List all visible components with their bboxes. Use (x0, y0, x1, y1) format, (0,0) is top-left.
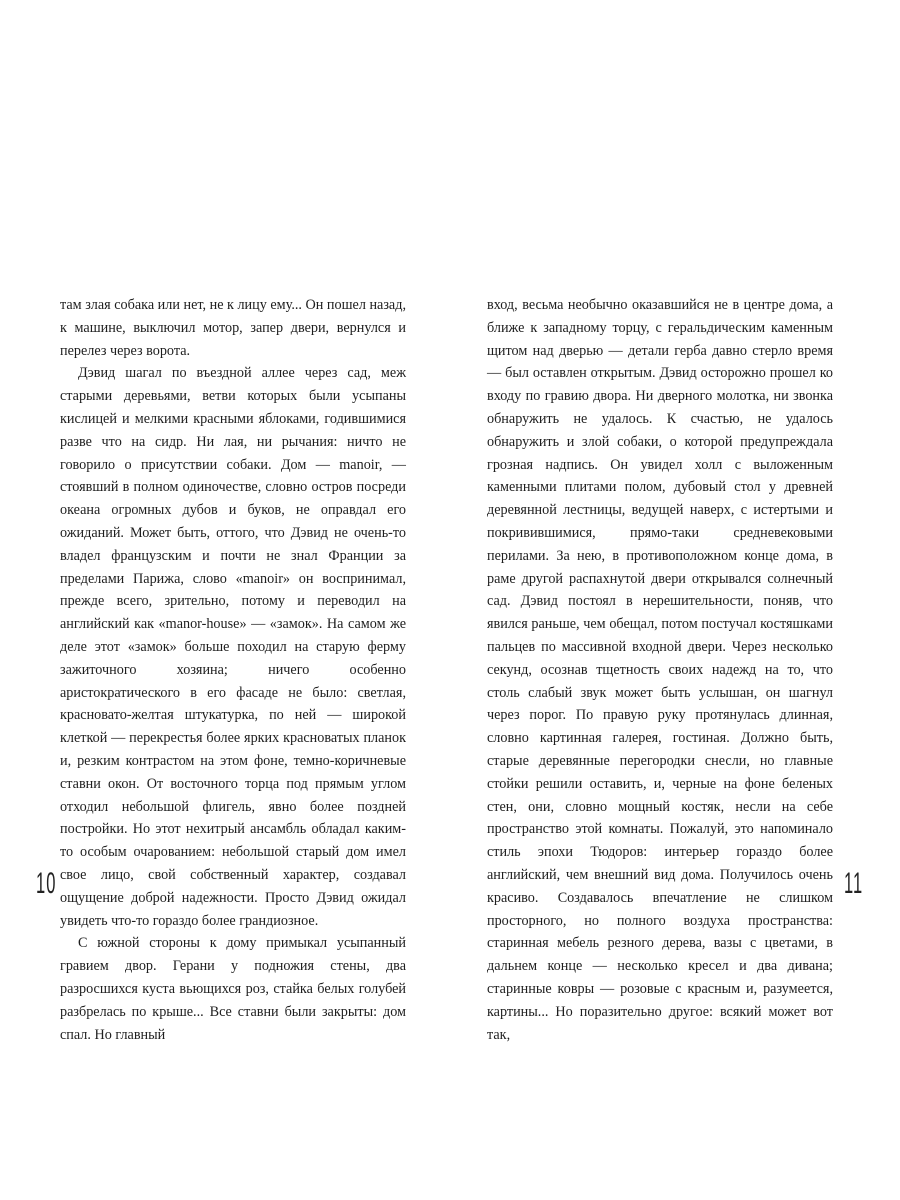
paragraph: вход, весьма необычно оказавшийся не в центре дома, а ближе к западному торцу, с геральдическим каменным щитом над дверью — детали герба давно стерло время — был оставлен открытым. Дэвид осторожно прошел ко входу по гравию двора. Ни дверного молотка, ни звонка обнаружить не удалось. К счастью, не удалось обнаружить и злой собаки, о которой предупреждала грозная надпись. Он увидел холл с выложенным каменными плитами полом, дубовый стол у древней деревянной лестницы, ведущей наверх, с истертыми и покривившимися, прямо-таки средневековыми перилами. За нею, в противоположном конце дома, в раме другой распахнутой двери открывался солнечный сад. Дэвид постоял в нерешительности, поняв, что явился раньше, чем обещал, потом постучал костяшками пальцев по массивной входной двери. Через несколько секунд, осознав тщетность своих надежд на то, что столь слабый звук может быть услышан, он шагнул через порог. По правую руку протянулась длинная, словно картинная галерея, гостиная. Должно быть, старые деревянные перегородки снесли, но главные стойки решили оставить, и, черные на фоне беленых стен, они, словно мощный костяк, несли на себе пространство этой комнаты. Пожалуй, это напоминало стиль эпохи Тюдоров: интерьер гораздо более английский, чем внешний вид дома. Получилось очень красиво. Создавалось впечатление не слишком просторного, но полного воздуха пространства: старинная мебель резного дерева, вазы с цветами, в дальнем конце — несколько кресел и два дивана; старинные ковры — розовые с красным и, разумеется, картины... Но поразительно другое: всякий может вот так, (487, 297, 833, 1043)
paragraph: С южной стороны к дому примыкал усыпанный гравием двор. Герани у подножия стены, два разросшихся куста вьющихся роз, стайка белых голубей разбрелась по крыше... Все ставни были закрыты: дом спал. Но главный (60, 935, 406, 1043)
paragraph: Дэвид шагал по въездной аллее через сад, меж старыми деревьями, ветви которых были усыпаны кислицей и мелкими красными яблоками, годившимися разве что на сидр. Ни лая, ни рычания: ничто не говорило о присутствии собаки. Дом — manoir, — стоявший в полном одиночестве, словно остров посреди океана огромных дубов и буков, не оправдал его ожиданий. Может быть, оттого, что Дэвид не очень-то владел французским и почти не знал Франции за пределами Парижа, слово «manoir» он воспринимал, прежде всего, зрительно, потому и переводил на английский как «manor-house» — «замок». На самом же деле этот «замок» больше походил на старую ферму зажиточного хозяина; ничего особенно аристократического в его фасаде не было: светлая, красновато-желтая штукатурка, по ней — широкой клеткой — перекрестья более ярких красноватых планок и, резким контрастом на этом фоне, темно-коричневые ставни окон. От восточного торца под прямым углом отходил небольшой флигель, явно более поздней постройки. Но этот нехитрый ансамбль обладал каким-то особым очарованием: небольшой старый дом имел свое лицо, свой собственный характер, создавал ощущение доброй надежности. Просто Дэвид ожидал увидеть что-то гораздо более грандиозное. (60, 365, 406, 929)
left-page (60, 294, 406, 1046)
page-number-left: 10 (36, 867, 57, 900)
page-number-right: 11 (844, 867, 864, 900)
right-page (487, 294, 833, 1046)
paragraph: там злая собака или нет, не к лицу ему... Он пошел назад, к машине, выключил мотор, запер двери, вернулся и перелез через ворота. (60, 297, 406, 359)
right-page-text (487, 294, 833, 1046)
left-page-text (60, 294, 406, 1046)
